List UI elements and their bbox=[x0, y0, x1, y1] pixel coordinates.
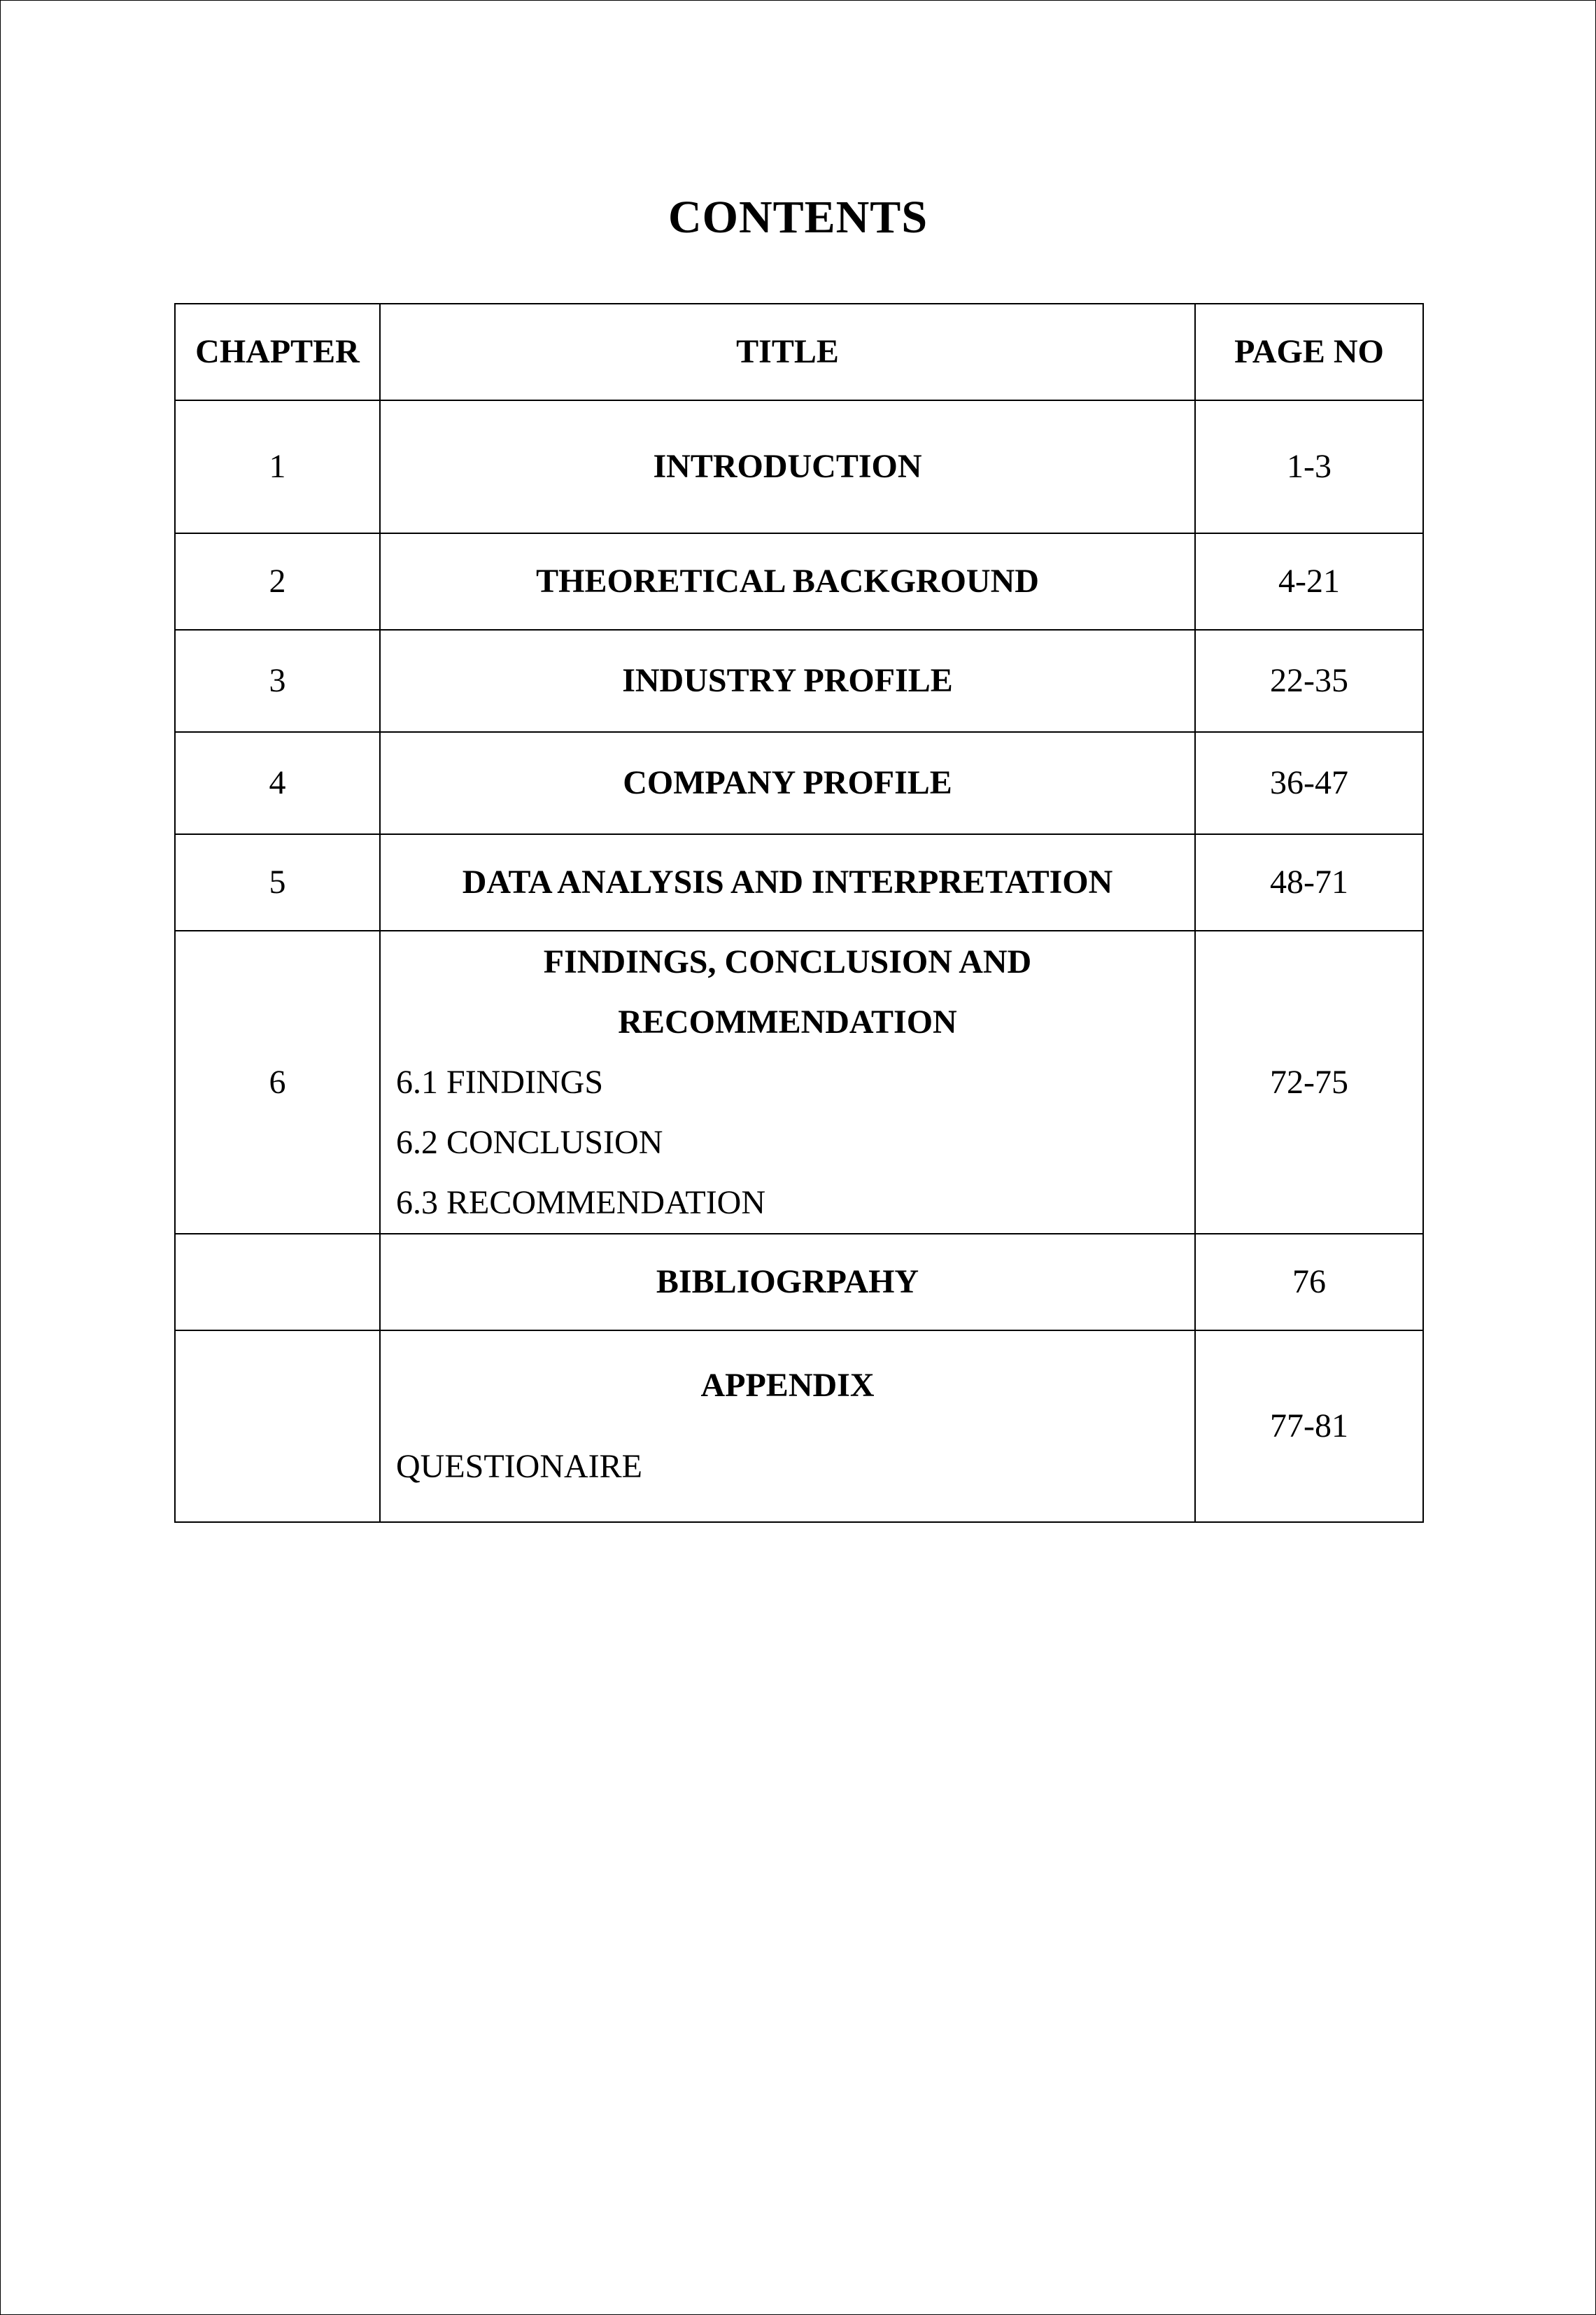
chapter-number bbox=[175, 1234, 380, 1330]
header-page-no: PAGE NO bbox=[1195, 304, 1423, 400]
table-row bbox=[175, 931, 1423, 1234]
subsection-item: 6.2 CONCLUSION bbox=[396, 1123, 663, 1161]
table-row bbox=[175, 400, 1423, 533]
page-range: 72-75 bbox=[1195, 931, 1423, 1234]
chapter-title: INTRODUCTION bbox=[380, 400, 1195, 533]
table-row bbox=[175, 732, 1423, 834]
page-range: 4-21 bbox=[1195, 533, 1423, 630]
page-range: 48-71 bbox=[1195, 834, 1423, 931]
chapter-number: 2 bbox=[175, 533, 380, 630]
subsection-item: QUESTIONAIRE bbox=[396, 1448, 642, 1485]
chapter-number: 1 bbox=[175, 400, 380, 533]
contents-table bbox=[174, 303, 1424, 1523]
table-header-row bbox=[175, 304, 1423, 400]
chapter-title: INDUSTRY PROFILE bbox=[380, 630, 1195, 732]
page-range: 22-35 bbox=[1195, 630, 1423, 732]
chapter-title: APPENDIX bbox=[700, 1367, 875, 1404]
table-row bbox=[175, 630, 1423, 732]
chapter-title: THEORETICAL BACKGROUND bbox=[380, 533, 1195, 630]
header-title: TITLE bbox=[380, 304, 1195, 400]
chapter-title-line-1: FINDINGS, CONCLUSION AND bbox=[543, 943, 1032, 980]
chapter-title-cell bbox=[380, 1330, 1195, 1522]
chapter-title: BIBLIOGRPAHY bbox=[380, 1234, 1195, 1330]
header-chapter: CHAPTER bbox=[175, 304, 380, 400]
chapter-title-line-2: RECOMMENDATION bbox=[618, 1003, 957, 1041]
table-row bbox=[175, 1234, 1423, 1330]
page-range: 77-81 bbox=[1195, 1330, 1423, 1522]
table-row bbox=[175, 1330, 1423, 1522]
chapter-number bbox=[175, 1330, 380, 1522]
page-range: 76 bbox=[1195, 1234, 1423, 1330]
chapter-number: 5 bbox=[175, 834, 380, 931]
table-row bbox=[175, 834, 1423, 931]
chapter-number: 6 bbox=[175, 931, 380, 1234]
table-row bbox=[175, 533, 1423, 630]
subsection-item: 6.3 RECOMMENDATION bbox=[396, 1183, 765, 1221]
page-range: 36-47 bbox=[1195, 732, 1423, 834]
page-range: 1-3 bbox=[1195, 400, 1423, 533]
chapter-title: DATA ANALYSIS AND INTERPRETATION bbox=[380, 834, 1195, 931]
subsection-item: 6.1 FINDINGS bbox=[396, 1063, 604, 1101]
chapter-number: 3 bbox=[175, 630, 380, 732]
chapter-title: COMPANY PROFILE bbox=[380, 732, 1195, 834]
spacer bbox=[396, 1416, 1179, 1437]
page-title: CONTENTS bbox=[668, 192, 928, 243]
chapter-title-cell bbox=[380, 931, 1195, 1234]
chapter-number: 4 bbox=[175, 732, 380, 834]
